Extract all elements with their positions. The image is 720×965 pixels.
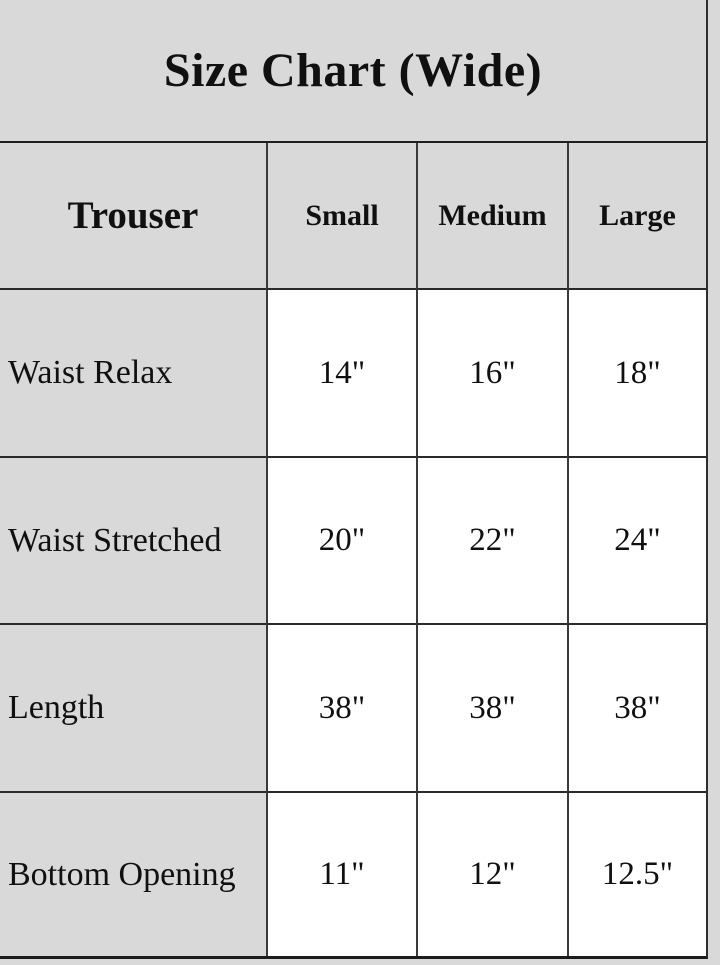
value-waist-stretched-small: 20" bbox=[266, 458, 416, 625]
column-header-medium: Medium bbox=[416, 143, 567, 290]
value-waist-relax-small: 14" bbox=[266, 290, 416, 458]
value-bottom-opening-large: 12.5" bbox=[567, 793, 706, 956]
column-header-small: Small bbox=[266, 143, 416, 290]
value-length-small: 38" bbox=[266, 625, 416, 793]
value-waist-relax-medium: 16" bbox=[416, 290, 567, 458]
value-waist-relax-large: 18" bbox=[567, 290, 706, 458]
row-label-waist-relax: Waist Relax bbox=[0, 290, 266, 458]
table-grid bbox=[0, 143, 706, 956]
value-length-large: 38" bbox=[567, 625, 706, 793]
value-bottom-opening-medium: 12" bbox=[416, 793, 567, 956]
column-header-trouser: Trouser bbox=[0, 143, 266, 290]
row-label-waist-stretched: Waist Stretched bbox=[0, 458, 266, 625]
value-waist-stretched-medium: 22" bbox=[416, 458, 567, 625]
chart-title: Size Chart (Wide) bbox=[163, 44, 543, 97]
value-waist-stretched-large: 24" bbox=[567, 458, 706, 625]
column-header-large: Large bbox=[567, 143, 706, 290]
value-length-medium: 38" bbox=[416, 625, 567, 793]
chart-title-band bbox=[0, 0, 706, 143]
row-label-bottom-opening: Bottom Opening bbox=[0, 793, 266, 956]
row-label-length: Length bbox=[0, 625, 266, 793]
value-bottom-opening-small: 11" bbox=[266, 793, 416, 956]
